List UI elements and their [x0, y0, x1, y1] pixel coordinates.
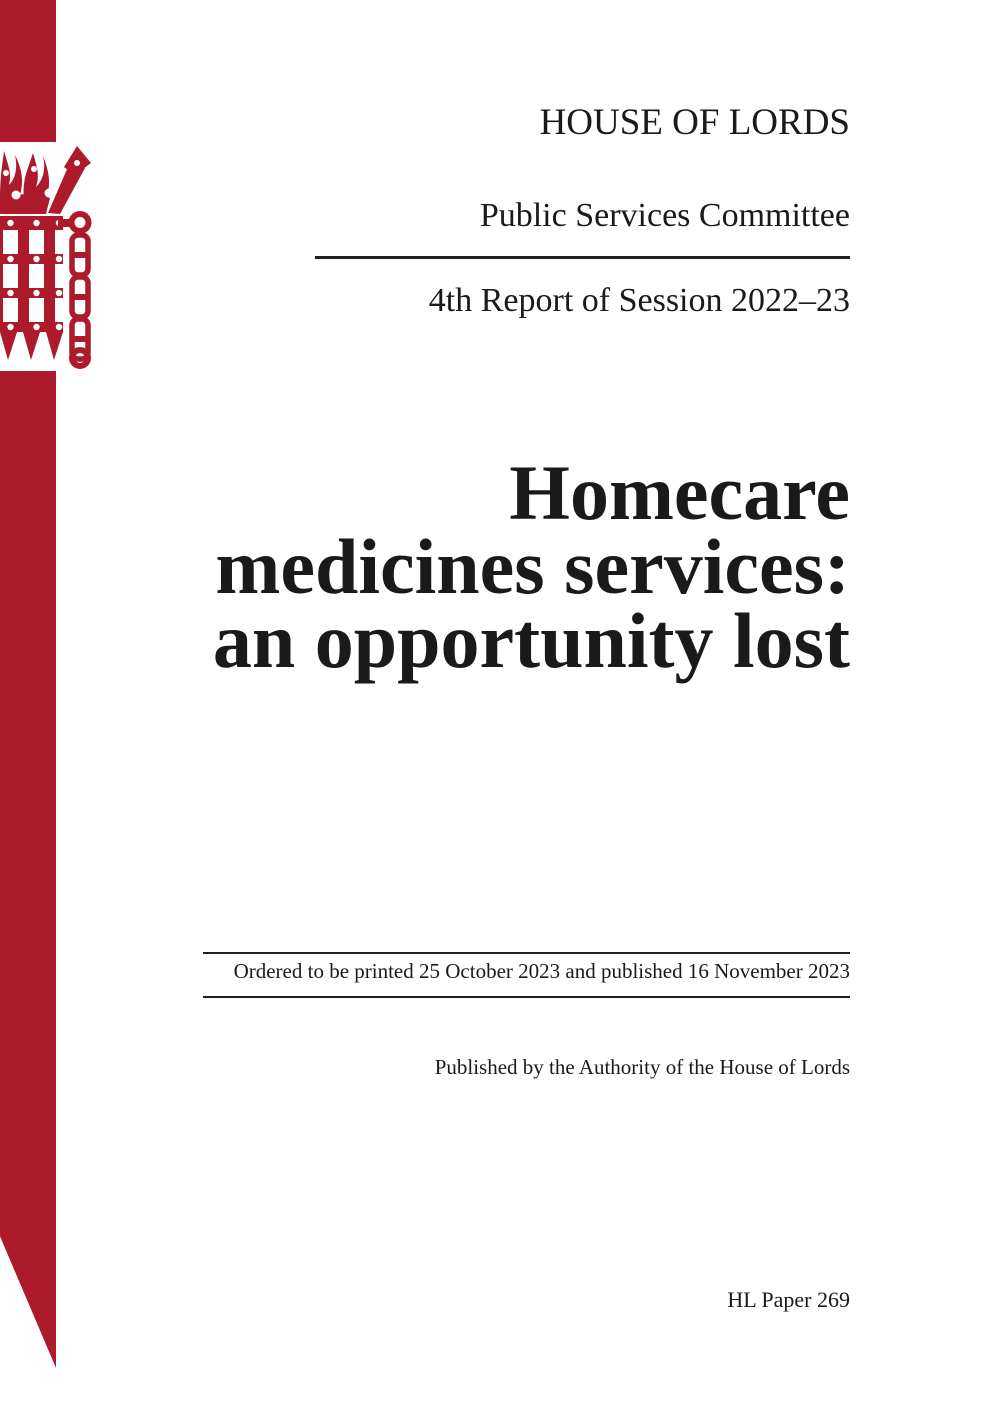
published-authority-line: Published by the Authority of the House of Lords	[434, 1055, 850, 1079]
house-of-lords-logo	[0, 143, 100, 371]
report-title-line-2: medicines services:	[215, 523, 850, 610]
report-title-line-3: an opportunity lost	[212, 597, 850, 684]
paper-number: HL Paper 269	[727, 1287, 850, 1312]
report-title-line-1: Homecare	[509, 449, 850, 536]
report-title	[212, 449, 850, 684]
ordered-printed-line: Ordered to be printed 25 October 2023 and published 16 November 2023	[233, 959, 850, 983]
imprint-rule-top	[203, 952, 850, 954]
header-divider-rule	[315, 256, 850, 259]
crowned-portcullis-icon	[0, 143, 100, 371]
institution-name: HOUSE OF LORDS	[539, 102, 850, 143]
session-report-label: 4th Report of Session 2022–23	[428, 282, 850, 319]
red-stripe-bottom	[0, 371, 56, 1368]
imprint-rule-bottom	[203, 996, 850, 998]
committee-name: Public Services Committee	[479, 197, 850, 234]
red-stripe-top	[0, 0, 56, 142]
